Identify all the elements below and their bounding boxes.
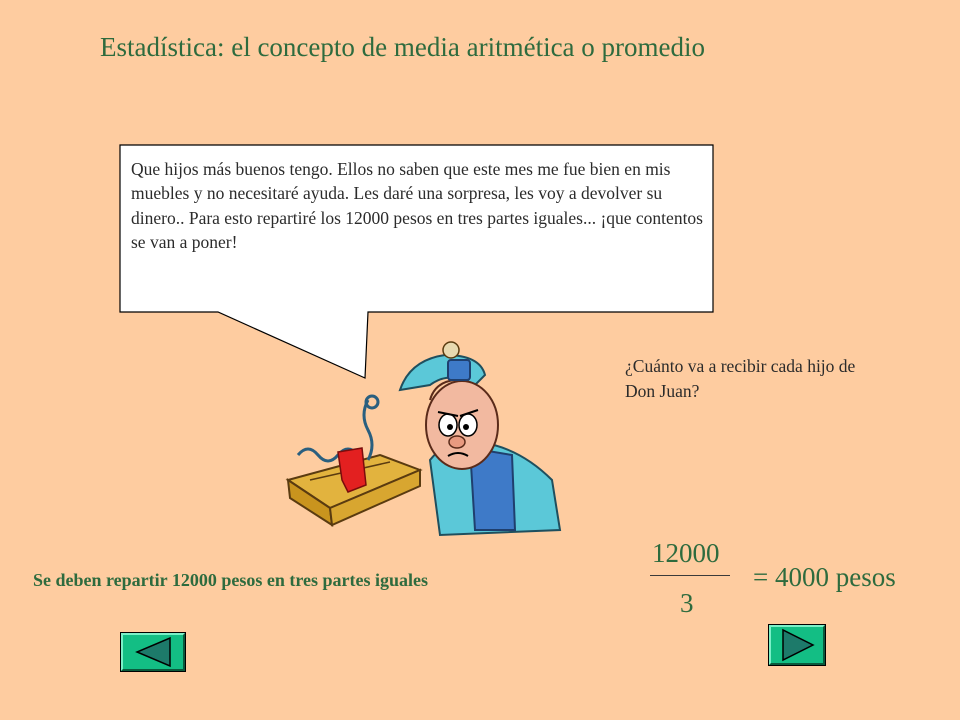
fraction-result: = 4000 pesos: [753, 562, 896, 592]
triangle-left-icon: [123, 635, 183, 669]
previous-button[interactable]: [121, 633, 185, 671]
fraction-bar: [650, 575, 730, 576]
statement-text: Se deben repartir 12000 pesos en tres partes iguales: [33, 570, 428, 590]
speech-bubble-text: Que hijos más buenos tengo. Ellos no saben que este mes me fue bien en mis muebles y no necesitaré ayuda. Les daré una sorpresa, les voy a devolver su dinero.. Para esto repartiré los 12000 pesos en tres partes iguales... ¡que contentos se van a poner!: [131, 159, 703, 253]
triangle-right-icon: [771, 627, 823, 663]
page-title: Estadística: el concepto de media aritmética o promedio: [100, 32, 706, 62]
next-button[interactable]: [769, 625, 825, 665]
don-juan-illustration: [270, 330, 570, 540]
question-text: ¿Cuánto va a recibir cada hijo de Don Juan?: [625, 356, 856, 401]
fraction-numerator: 12000: [652, 538, 720, 568]
fraction-denominator: 3: [680, 588, 694, 618]
